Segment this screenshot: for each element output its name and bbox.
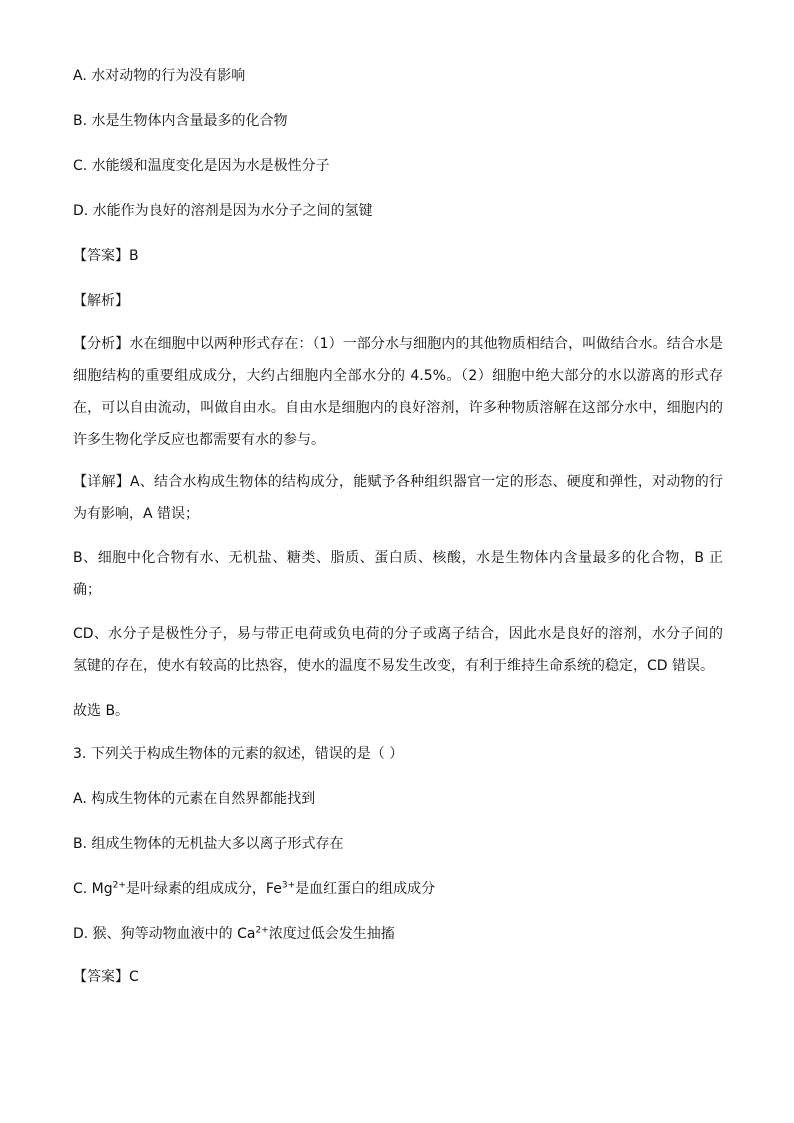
- q3-option-d-sup: 2+: [255, 925, 269, 936]
- q3-option-d-suffix: 浓度过低会发生抽搐: [268, 926, 395, 942]
- q3-option-c-sup2: 3+: [281, 880, 296, 891]
- q2-option-d: D. 水能作为良好的溶剂是因为水分子之间的氢键: [73, 203, 373, 219]
- analysis-heading: 【解析】: [73, 293, 129, 309]
- detail-paragraph-b: B、细胞中化合物有水、无机盐、糖类、脂质、蛋白质、核酸，水是生物体内含量最多的化合物，B 正确；: [73, 550, 723, 598]
- analysis-text: 水在细胞中以两种形式存在：（1）一部分水与细胞内的其他物质相结合，叫做结合水。结合水是细胞结构的重要组成成分，大约占细胞内全部水分的 4.5%。（2）细胞中绝大部分的水以游离的形式存在，可以自由流动，叫做自由水。自由水是细胞内的良好溶剂，许多种物质溶解在这部分水中，细胞内的许多生物化学反应也都需要有水的参与。: [73, 336, 724, 448]
- q3-option-c-prefix: C. Mg: [73, 881, 113, 897]
- q3-answer-value: C: [129, 969, 139, 985]
- answer-label: 【答案】: [73, 248, 129, 264]
- q2-option-c: C. 水能缓和温度变化是因为水是极性分子: [73, 158, 330, 174]
- detail-text-a: A、结合水构成生物体的结构成分，能赋予各种组织器官一定的形态、硬度和弹性，对动物的行为有影响，A 错误；: [73, 474, 724, 522]
- q2-option-b: B. 水是生物体内含量最多的化合物: [73, 113, 288, 129]
- q3-option-b: B. 组成生物体的无机盐大多以离子形式存在: [73, 836, 344, 852]
- conclusion: 故选 B。: [73, 703, 130, 719]
- q3-option-c-middle: 是叶绿素的组成成分，Fe: [125, 881, 282, 897]
- detail-paragraph-a: [73, 466, 723, 530]
- analysis-label: 【分析】: [73, 336, 130, 352]
- q3-option-c-suffix: 是血红蛋白的组成成分: [295, 881, 436, 897]
- q3-answer-label: 【答案】: [73, 969, 129, 985]
- q3-option-c-sup1: 2+: [112, 880, 126, 891]
- q2-option-a: A. 水对动物的行为没有影响: [73, 68, 246, 84]
- q2-answer: [73, 247, 723, 265]
- detail-label: 【详解】: [73, 474, 130, 490]
- q3-stem: 3. 下列关于构成生物体的元素的叙述，错误的是（ ）: [73, 746, 404, 762]
- q3-option-a: A. 构成生物体的元素在自然界都能找到: [73, 791, 316, 807]
- q3-answer: [73, 968, 723, 986]
- answer-value: B: [129, 248, 139, 264]
- q3-option-c: [73, 880, 723, 898]
- q3-option-d: [73, 925, 723, 943]
- detail-paragraph-cd: CD、水分子是极性分子，易与带正电荷或负电荷的分子或离子结合，因此水是良好的溶剂，水分子间的氢键的存在，使水有较高的比热容，使水的温度不易发生改变，有利于维持生命系统的稳定，CD 错误。: [73, 626, 723, 674]
- analysis-paragraph: [73, 328, 723, 456]
- q3-option-d-prefix: D. 猴、狗等动物血液中的 Ca: [73, 926, 256, 942]
